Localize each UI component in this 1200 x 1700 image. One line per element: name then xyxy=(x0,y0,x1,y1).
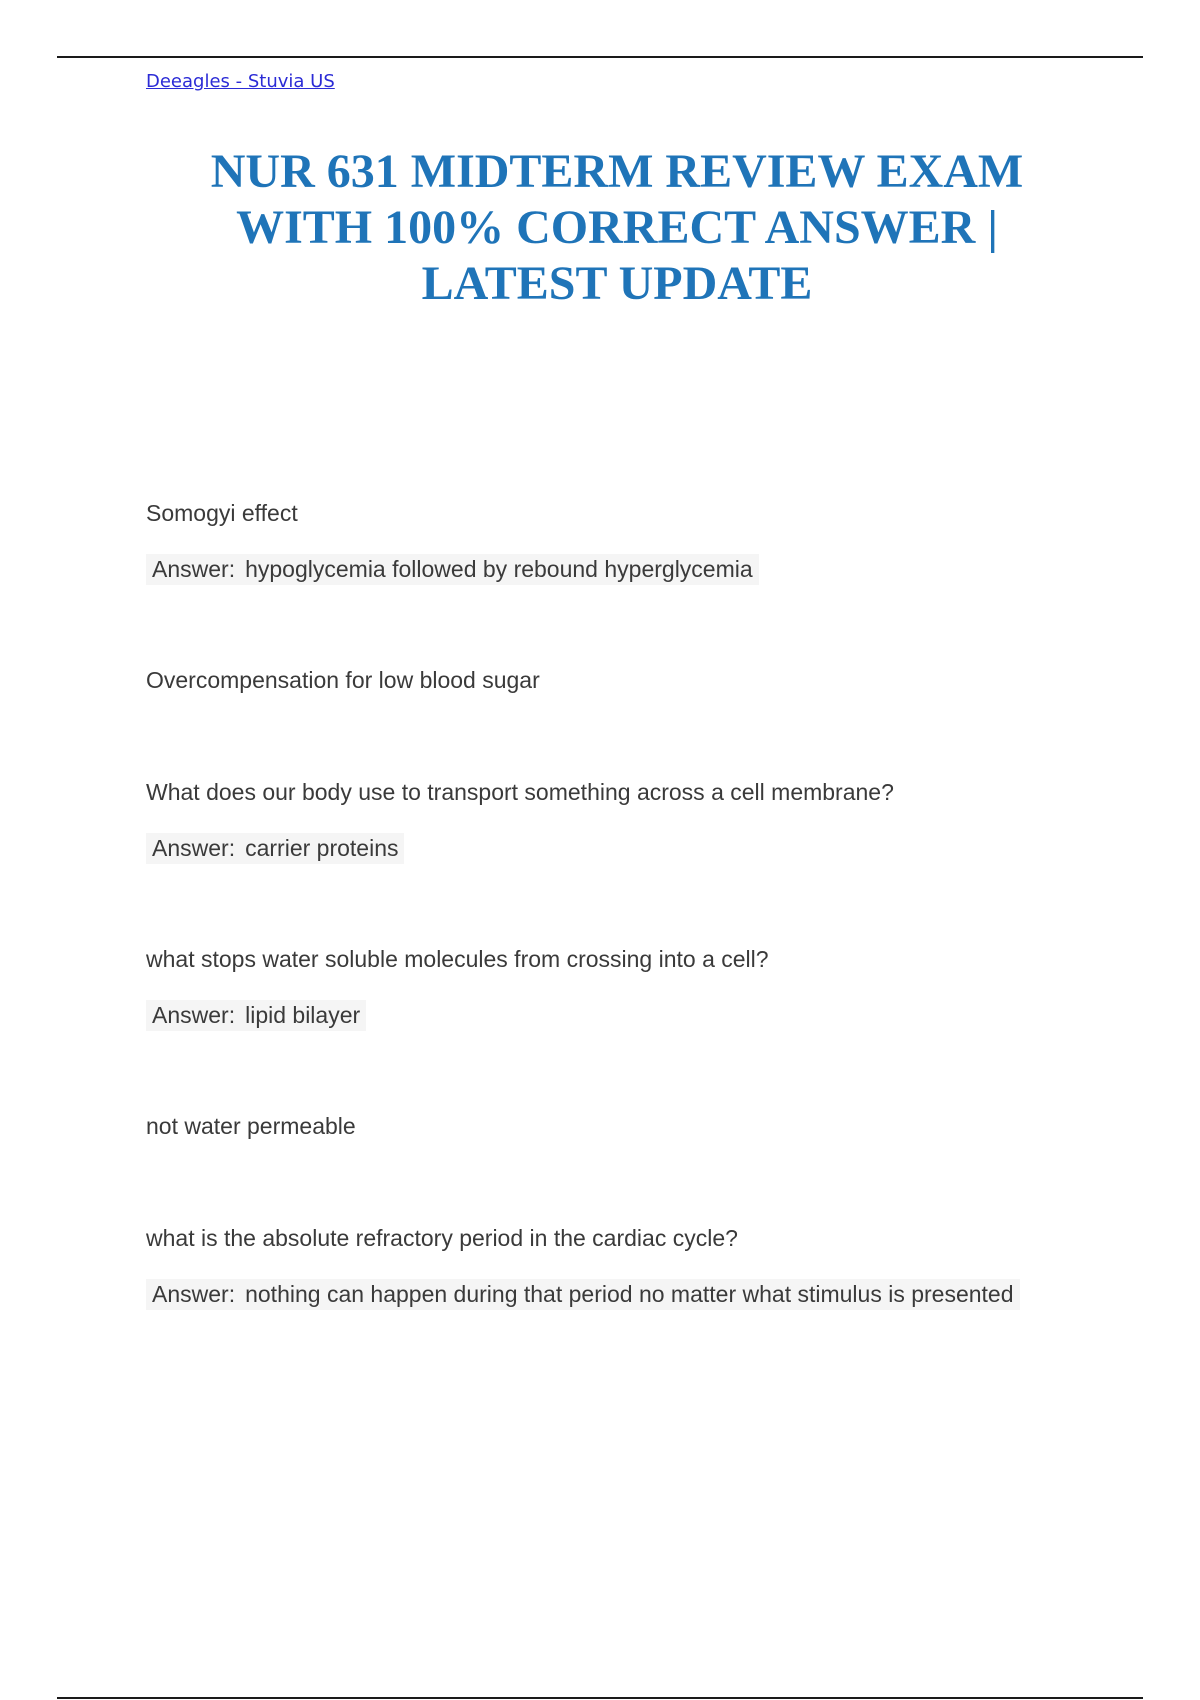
answer-block xyxy=(146,1000,366,1031)
answer-text: nothing can happen during that period no matter what stimulus is presented xyxy=(245,1281,1014,1307)
answer-block xyxy=(146,833,404,864)
title-line: LATEST UPDATE xyxy=(421,257,813,310)
question-text: Somogyi effect xyxy=(146,500,298,526)
title-line: WITH 100% CORRECT ANSWER | xyxy=(236,201,998,254)
question-text: what is the absolute refractory period in the cardiac cycle? xyxy=(146,1225,738,1251)
title-line: NUR 631 MIDTERM REVIEW EXAM xyxy=(210,145,1024,198)
answer-text: lipid bilayer xyxy=(245,1002,361,1028)
answer-label: Answer: xyxy=(152,556,236,582)
bottom-rule xyxy=(57,1697,1143,1699)
header-source-link[interactable]: Deeagles - Stuvia US xyxy=(146,71,335,92)
answer-label: Answer: xyxy=(152,1281,236,1307)
top-rule xyxy=(57,56,1143,58)
answer-label: Answer: xyxy=(152,835,236,861)
answer-block xyxy=(146,554,759,585)
question-text: not water permeable xyxy=(146,1113,356,1139)
answer-label: Answer: xyxy=(152,1002,236,1028)
document-title xyxy=(146,144,1088,312)
answer-text: carrier proteins xyxy=(245,835,399,861)
question-text: what stops water soluble molecules from crossing into a cell? xyxy=(146,946,769,972)
answer-block xyxy=(146,1279,1020,1310)
answer-text: hypoglycemia followed by rebound hyperglycemia xyxy=(245,556,753,582)
question-text: What does our body use to transport something across a cell membrane? xyxy=(146,779,894,805)
question-text: Overcompensation for low blood sugar xyxy=(146,667,540,693)
